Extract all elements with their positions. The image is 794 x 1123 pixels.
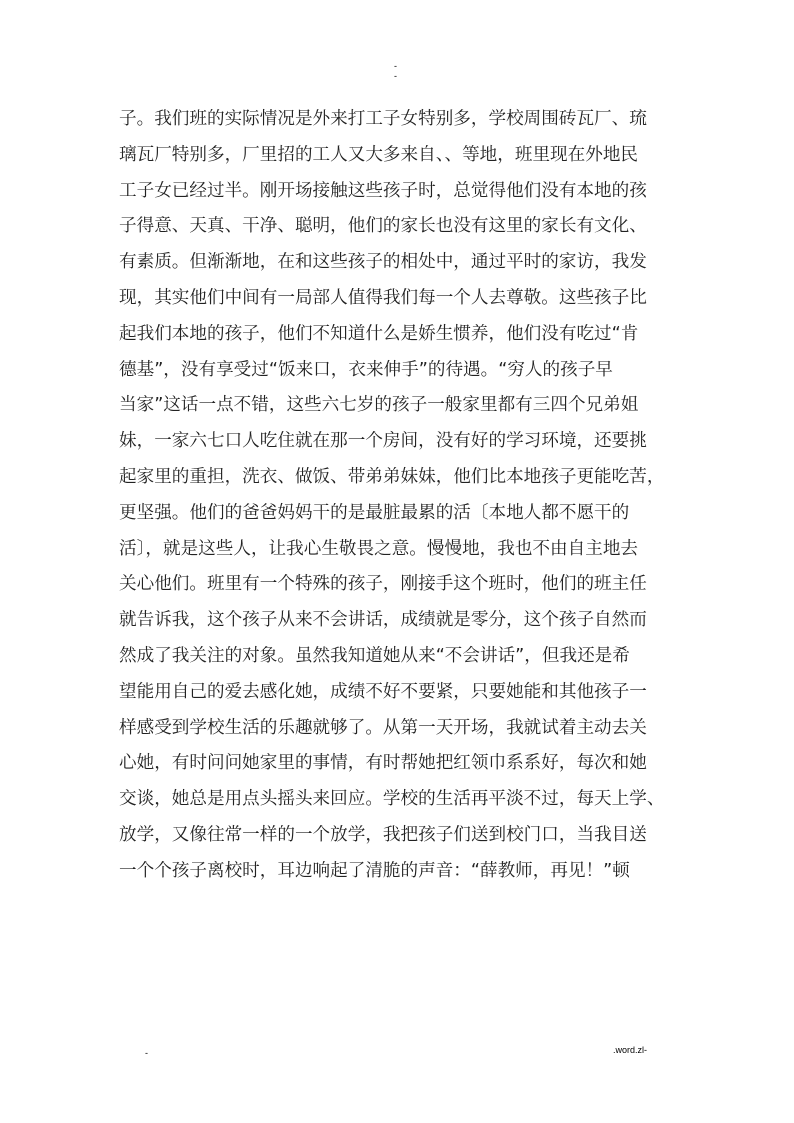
text-line: 起我们本地的孩子，他们不知道什么是娇生惯养，他们没有吃过“肯 [119, 323, 639, 344]
text-line: 交谈，她总是用点头摇头来回应。学校的生活再平淡不过，每天上学、 [119, 789, 665, 810]
text-line: 当家”这话一点不错，这些六七岁的孩子一般家里都有三四个兄弟姐 [119, 395, 639, 416]
text-line: 璃瓦厂特别多，厂里招的工人又大多来自、、等地，班里现在外地民 [119, 144, 639, 165]
text-line: 活〕，就是这些人，让我心生敬畏之意。慢慢地，我也不由自主地去 [119, 538, 639, 559]
text-line: 然成了我关注的对象。虽然我知道她从来“不会讲话”，但我还是希 [119, 645, 630, 666]
text-line: 妹，一家六七口人吃住就在那一个房间，没有好的学习环境，还要挑 [119, 431, 647, 452]
text-line: 样感受到学校生活的乐趣就够了。从第一天开场，我就试着主动去关 [119, 717, 647, 738]
footer-watermark: .word.zl- [613, 1045, 648, 1055]
text-line: 关心他们。班里有一个特殊的孩子，刚接手这个班时，他们的班主任 [119, 574, 647, 595]
header-mark-top: - [394, 61, 397, 71]
text-line: 就告诉我，这个孩子从来不会讲话，成绩就是零分，这个孩子自然而 [119, 610, 647, 631]
text-line: 更坚强。他们的爸爸妈妈干的是最脏最累的活〔本地人都不愿干的 [119, 502, 630, 523]
body-text [119, 102, 679, 890]
text-line: 子。我们班的实际情况是外来打工子女特别多，学校周围砖瓦厂、琉 [119, 109, 647, 129]
text-line: 现，其实他们中间有一局部人值得我们每一个人去尊敬。这些孩子比 [119, 287, 647, 308]
text-line: 放学，又像往常一样的一个放学，我把孩子们送到校门口，当我目送 [119, 824, 647, 845]
text-line: 子得意、天真、干净、聪明，他们的家长也没有这里的家长有文化、 [119, 216, 647, 237]
text-line: 心她，有时问问她家里的事情，有时帮她把红领巾系系好，每次和她 [119, 753, 647, 774]
text-line: 有素质。但渐渐地，在和这些孩子的相处中，通过平时的家访，我发 [119, 252, 647, 273]
text-line: 一个个孩子离校时，耳边响起了清脆的声音：“薛教师，再见！”顿 [119, 860, 630, 881]
text-line: 望能用自己的爱去感化她，成绩不好不要紧，只要她能和其他孩子一 [119, 681, 647, 702]
text-line: 起家里的重担，洗衣、做饭、带弟弟妹妹，他们比本地孩子更能吃苦， [119, 466, 665, 487]
text-line: 工子女已经过半。刚开场接触这些孩子时，总觉得他们没有本地的孩 [119, 180, 647, 201]
footer-left-mark: - [145, 1048, 148, 1058]
header-mark-bottom: - [394, 71, 397, 81]
text-line: 德基”，没有享受过“饭来口，衣来伸手”的待遇。“穷人的孩子早 [119, 359, 613, 380]
